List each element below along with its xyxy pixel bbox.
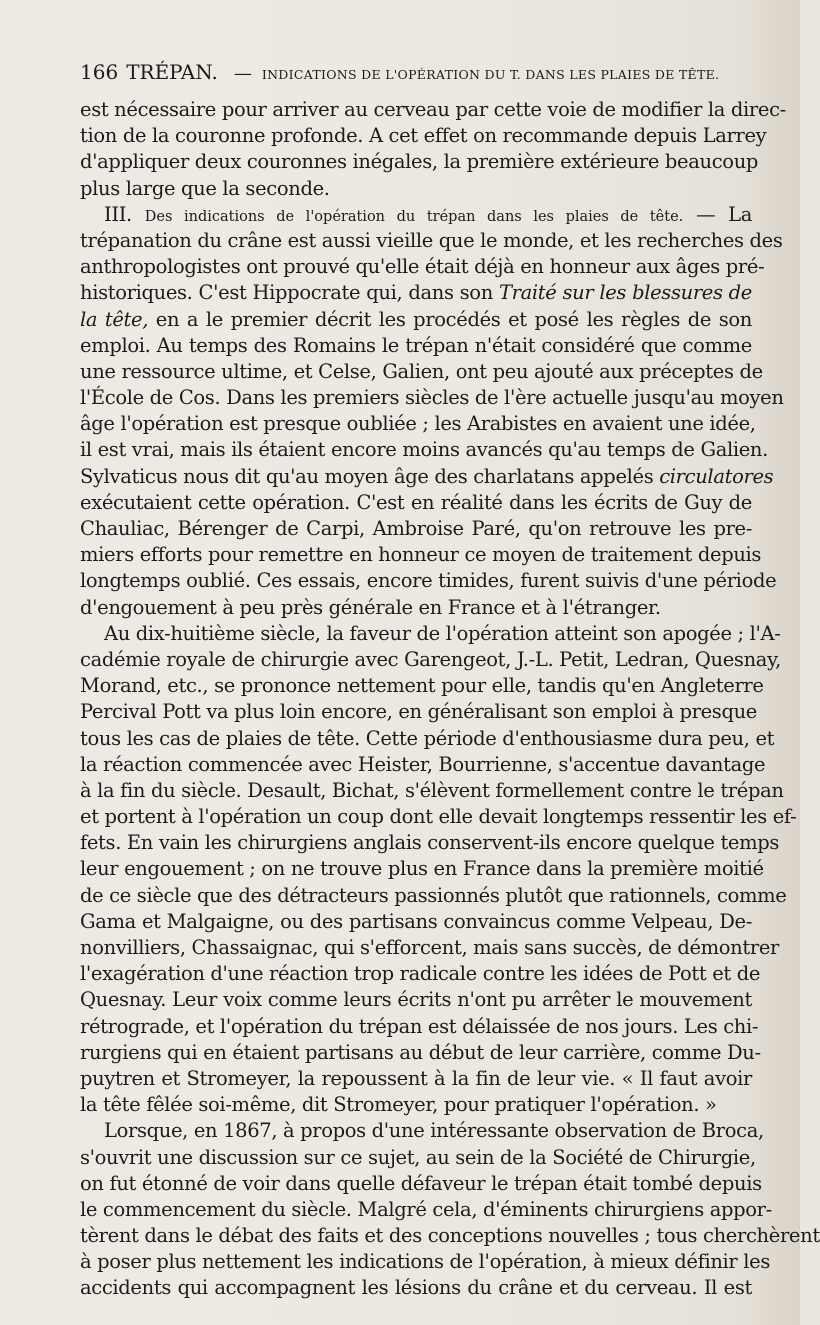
text-line: Morand, etc., se prononce nettement pour elle, tandis qu'en Angleterre xyxy=(80,674,764,698)
text-line: leur engouement ; on ne trouve plus en France dans la première moitié xyxy=(80,857,764,881)
text-line: il est vrai, mais ils étaient encore moins avancés qu'au temps de Galien. xyxy=(80,438,768,462)
text-line: on fut étonné de voir dans quelle défaveur le trépan était tombé depuis xyxy=(80,1171,762,1195)
text-line: anthropologistes ont prouvé qu'elle était déjà en honneur aux âges pré- xyxy=(80,255,765,279)
text-line: à la fin du siècle. Desault, Bichat, s'élèvent formellement contre le trépan xyxy=(80,778,784,802)
body-text xyxy=(80,97,820,1302)
section-number: III. xyxy=(104,202,145,226)
text-line xyxy=(80,464,774,490)
text-line: le commencement du siècle. Malgré cela, d'éminents chirurgiens appor- xyxy=(80,1197,772,1221)
text-line: d'appliquer deux couronnes inégales, la première extérieure beaucoup xyxy=(80,150,759,174)
text-line: tèrent dans le débat des faits et des conceptions nouvelles ; tous cherchèrent xyxy=(80,1224,820,1248)
text-line xyxy=(80,307,752,333)
text-line: s'ouvrit une discussion sur ce sujet, au sein de la Société de Chirurgie, xyxy=(80,1145,756,1169)
text-line: plus large que la seconde. xyxy=(80,176,330,200)
text-line: trépanation du crâne est aussi vieille que le monde, et les recherches des xyxy=(80,228,783,252)
text-line: longtemps oublié. Ces essais, encore timides, furent suivis d'une période xyxy=(80,569,777,593)
text-line: Quesnay. Leur voix comme leurs écrits n'ont pu arrêter le mouvement xyxy=(80,988,752,1012)
header-dash: — xyxy=(233,63,252,84)
text-line: exécutaient cette opération. C'est en réalité dans les écrits de Guy de xyxy=(80,490,752,514)
page-number: 166 xyxy=(80,60,119,84)
book-title-italic: la tête, xyxy=(80,307,149,331)
running-header xyxy=(80,60,755,92)
text-line: la tête fêlée soi-même, dit Stromeyer, pour pratiquer l'opération. » xyxy=(80,1093,717,1117)
text-run: en a le premier décrit les procédés et posé les règles de son xyxy=(148,307,753,331)
text-line: cadémie royale de chirurgie avec Garengeot, J.-L. Petit, Ledran, Quesnay, xyxy=(80,647,781,671)
section-heading-line xyxy=(80,202,752,228)
text-run: Sylvaticus nous dit qu'au moyen âge des charlatans appelés xyxy=(80,464,660,488)
text-line: d'engouement à peu près générale en France et à l'étranger. xyxy=(80,595,661,619)
text-line: la réaction commencée avec Heister, Bourrienne, s'accentue davantage xyxy=(80,752,766,776)
text-line: Gama et Malgaigne, ou des partisans convaincus comme Velpeau, De- xyxy=(80,909,752,933)
text-line: rurgiens qui en étaient partisans au début de leur carrière, comme Du- xyxy=(80,1040,761,1064)
text-line: rétrograde, et l'opération du trépan est délaissée de nos jours. Les chi- xyxy=(80,1014,759,1038)
text-line: puytren et Stromeyer, la repoussent à la fin de leur vie. « Il faut avoir xyxy=(80,1066,752,1090)
running-title: TRÉPAN. xyxy=(126,60,218,84)
text-line: Lorsque, en 1867, à propos d'une intéressante observation de Broca, xyxy=(104,1119,764,1143)
text-line: l'École de Cos. Dans les premiers siècles de l'ère actuelle jusqu'au moyen xyxy=(80,386,784,410)
text-line: emploi. Au temps des Romains le trépan n'était considéré que comme xyxy=(80,333,752,357)
text-line: Au dix-huitième siècle, la faveur de l'opération atteint son apogée ; l'A- xyxy=(104,621,781,645)
heading-tail: — La xyxy=(683,202,752,226)
text-line: âge l'opération est presque oubliée ; les Arabistes en avaient une idée, xyxy=(80,412,756,436)
text-line: tion de la couronne profonde. A cet effet on recommande depuis Larrey xyxy=(80,124,767,148)
text-line: une ressource ultime, et Celse, Galien, ont peu ajouté aux préceptes de xyxy=(80,359,763,383)
section-heading: Des indications de l'opération du trépan dans les plaies de tête. xyxy=(144,208,684,225)
section-running-title: INDICATIONS DE L'OPÉRATION DU T. DANS LES PLAIES DE TÊTE. xyxy=(261,67,720,82)
text-line: Chauliac, Bérenger de Carpi, Ambroise Paré, qu'on retrouve les pre- xyxy=(80,517,752,540)
text-line: accidents qui accompagnent les lésions du crâne et du cerveau. Il est xyxy=(80,1276,752,1300)
book-title-italic: Traité sur les blessures de xyxy=(498,281,753,305)
text-line: et portent à l'opération un coup dont elle devait longtemps ressentir les ef- xyxy=(80,805,797,829)
text-line xyxy=(80,280,752,306)
text-line: fets. En vain les chirurgiens anglais conservent-ils encore quelque temps xyxy=(80,831,780,855)
text-line: à poser plus nettement les indications de l'opération, à mieux définir les xyxy=(80,1250,770,1274)
text-line: miers efforts pour remettre en honneur ce moyen de traitement depuis xyxy=(80,543,762,567)
text-line: de ce siècle que des détracteurs passionnés plutôt que rationnels, comme xyxy=(80,883,787,907)
text-line: nonvilliers, Chassaignac, qui s'efforcent, mais sans succès, de démontrer xyxy=(80,936,779,959)
text-line: est nécessaire pour arriver au cerveau par cette voie de modifier la direc- xyxy=(80,98,786,121)
text-line: Percival Pott va plus loin encore, en généralisant son emploi à presque xyxy=(80,700,757,724)
text-line: tous les cas de plaies de tête. Cette période d'enthousiasme dura peu, et xyxy=(80,726,775,750)
text-line: l'exagération d'une réaction trop radicale contre les idées de Pott et de xyxy=(80,962,761,986)
term-italic: circulatores xyxy=(659,464,774,488)
text-run: historiques. C'est Hippocrate qui, dans son xyxy=(80,281,499,305)
